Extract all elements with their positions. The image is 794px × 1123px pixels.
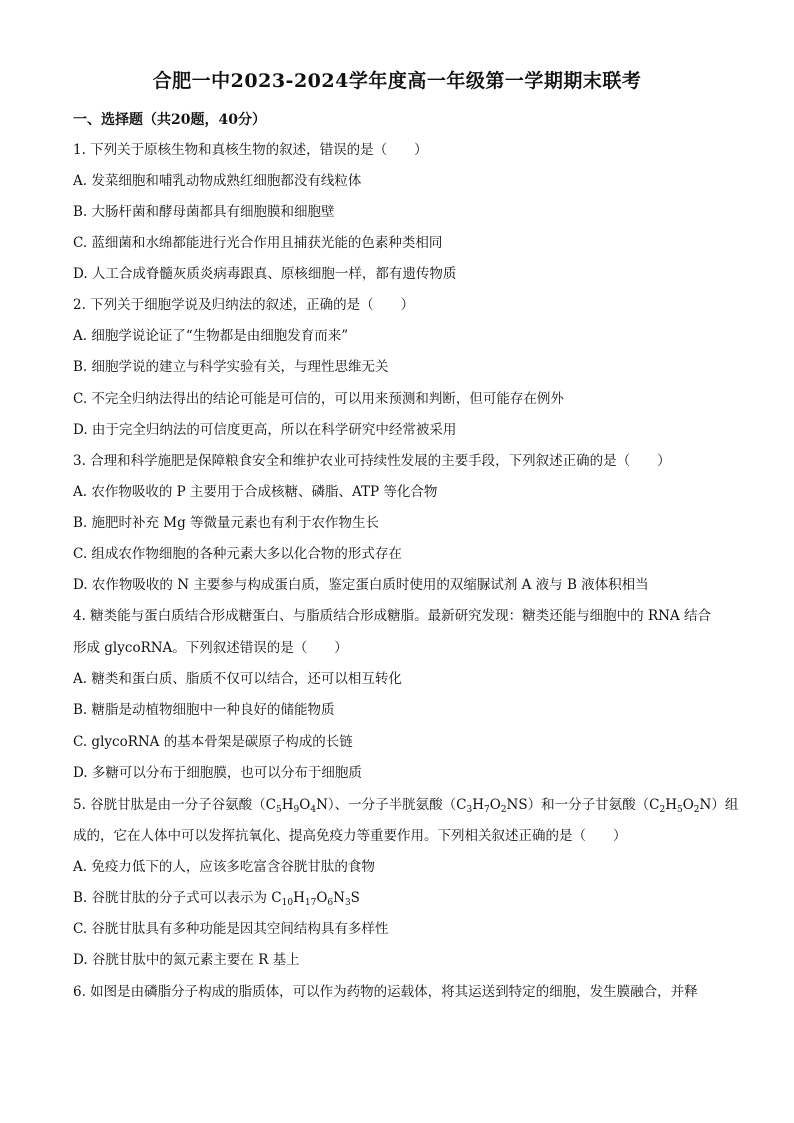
element-symbol: S <box>350 890 360 906</box>
q5-text-c: ）和一分子甘氨酸（C <box>527 797 660 813</box>
question-2-option-a: A. 细胞学说论证了“生物都是由细胞发育而来” <box>73 328 349 344</box>
subscript: 2 <box>659 805 666 815</box>
question-5-stem-line-2: 成的，它在人体中可以发挥抗氧化、提高免疫力等重要作用。下列相关叙述正确的是（ ） <box>73 828 627 844</box>
element-symbol: H <box>472 797 484 813</box>
element-symbol: O <box>489 797 501 813</box>
subscript: 6 <box>327 898 334 908</box>
subscript: 2 <box>500 805 507 815</box>
question-3-stem: 3. 合理和科学施肥是保障粮食安全和维护农业可持续性发展的主要手段，下列叙述正确的是（ ） <box>73 453 671 469</box>
question-2-option-c: C. 不完全归纳法得出的结论可能是可信的，可以用来预测和判断，但可能存在例外 <box>73 391 564 407</box>
element-symbol: H <box>665 797 677 813</box>
option-b-text: B. 谷胱甘肽的分子式可以表示为 C <box>73 890 282 906</box>
subscript: 9 <box>293 805 300 815</box>
element-symbol: N <box>316 797 328 813</box>
subscript: 3 <box>466 805 473 815</box>
question-1-option-a: A. 发菜细胞和哺乳动物成熟红细胞都没有线粒体 <box>73 173 362 189</box>
question-1-option-b: B. 大肠杆菌和酵母菌都具有细胞膜和细胞壁 <box>73 204 335 220</box>
question-1-option-d: D. 人工合成脊髓灰质炎病毒跟真、原核细胞一样，都有遗传物质 <box>73 266 457 282</box>
element-symbol: N <box>699 797 712 813</box>
question-4-option-c: C. glycoRNA 的基本骨架是碳原子构成的长链 <box>73 734 353 750</box>
question-4-stem-line-1: 4. 糖类能与蛋白质结合形成糖蛋白、与脂质结合形成糖脂。最新研究发现：糖类还能与细胞中的 RNA 结合 <box>73 608 711 624</box>
question-3-option-d: D. 农作物吸收的 N 主要参与构成蛋白质，鉴定蛋白质时使用的双缩脲试剂 A 液与 B 液体积相当 <box>73 577 649 593</box>
question-4-option-a: A. 糖类和蛋白质、脂质不仅可以结合，还可以相互转化 <box>73 671 402 687</box>
subscript: 4 <box>310 805 317 815</box>
section-heading: 一、选择题（共20题，40分） <box>73 112 266 128</box>
element-symbol: NS <box>506 797 528 813</box>
question-4-option-b: B. 糖脂是动植物细胞中一种良好的储能物质 <box>73 702 335 718</box>
question-4-option-d: D. 多糖可以分布于细胞膜，也可以分布于细胞质 <box>73 765 362 781</box>
question-2-option-d: D. 由于完全归纳法的可信度更高，所以在科学研究中经常被采用 <box>73 422 457 438</box>
question-6-stem-line-1: 6. 如图是由磷脂分子构成的脂质体，可以作为药物的运载体，将其运送到特定的细胞，发生膜融合，并释 <box>73 984 698 1000</box>
question-3-option-a: A. 农作物吸收的 P 主要用于合成核糖、磷脂、ATP 等化合物 <box>73 484 438 500</box>
element-symbol: O <box>316 890 328 906</box>
question-4-stem-line-2: 形成 glycoRNA。下列叙述错误的是（ ） <box>73 640 348 656</box>
question-3-option-b: B. 施肥时补充 Mg 等微量元素也有利于农作物生长 <box>73 515 380 531</box>
question-5-option-a: A. 免疫力低下的人，应该多吃富含谷胱甘肽的食物 <box>73 859 375 875</box>
subscript: 3 <box>344 898 351 908</box>
element-symbol: H <box>281 797 294 813</box>
element-symbol: O <box>682 797 694 813</box>
question-5-stem-line-1 <box>73 796 738 814</box>
subscript: 7 <box>484 805 490 815</box>
question-5-option-c: C. 谷胱甘肽具有多种功能是因其空间结构具有多样性 <box>73 921 389 937</box>
element-symbol: O <box>299 797 311 813</box>
element-symbol: H <box>293 890 305 906</box>
subscript: 10 <box>281 898 294 908</box>
subscript: 17 <box>304 898 317 908</box>
subscript: 5 <box>276 805 282 815</box>
page-title: 合肥一中2023-2024学年度高一年级第一学期期末联考 <box>152 70 642 92</box>
subscript: 5 <box>676 805 683 815</box>
subscript: 2 <box>693 805 700 815</box>
question-1-stem: 1. 下列关于原核生物和真核生物的叙述，错误的是（ ） <box>73 142 428 158</box>
question-5-option-d: D. 谷胱甘肽中的氮元素主要在 R 基上 <box>73 952 300 968</box>
q5-text-b: ）、一分子半胱氨酸（C <box>327 797 467 813</box>
question-3-option-c: C. 组成农作物细胞的各种元素大多以化合物的形式存在 <box>73 546 402 562</box>
question-5-option-b <box>73 889 360 907</box>
question-2-option-b: B. 细胞学说的建立与科学实验有关，与理性思维无关 <box>73 359 389 375</box>
element-symbol: N <box>333 890 345 906</box>
question-1-option-c: C. 蓝细菌和水绵都能进行光合作用且捕获光能的色素种类相同 <box>73 235 443 251</box>
question-2-stem: 2. 下列关于细胞学说及归纳法的叙述，正确的是（ ） <box>73 297 415 313</box>
q5-text-d: ）组 <box>711 797 739 813</box>
q5-text-a: 5. 谷胱甘肽是由一分子谷氨酸（C <box>73 797 277 813</box>
